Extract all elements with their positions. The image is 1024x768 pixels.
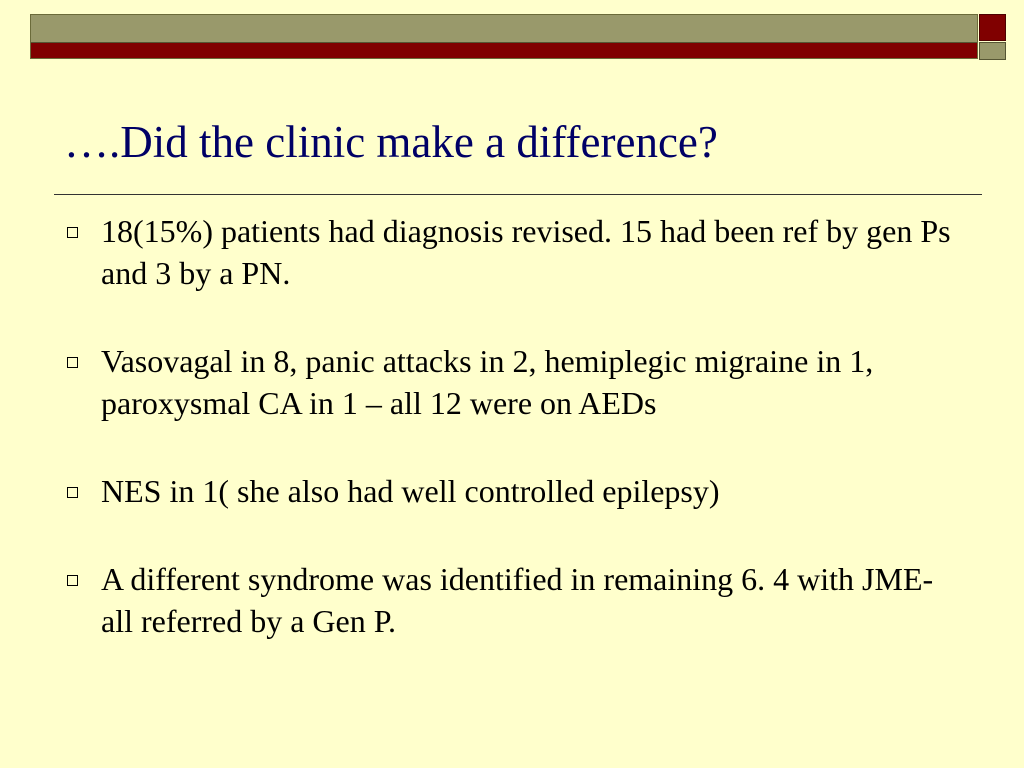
hollow-square-icon <box>67 575 78 586</box>
bullet-text: 18(15%) patients had diagnosis revised. 15 had been ref by gen Ps and 3 by a PN. <box>101 213 951 291</box>
bullet-item <box>65 210 965 294</box>
banner-red-stripe <box>31 43 977 58</box>
bullet-item <box>65 470 965 512</box>
banner-olive-stripe <box>31 15 977 43</box>
hollow-square-icon <box>67 357 78 368</box>
bullet-text: A different syndrome was identified in remaining 6. 4 with JME- all referred by a Gen P. <box>101 561 934 639</box>
bullet-item <box>65 558 965 642</box>
slide-title: ….Did the clinic make a difference? <box>64 117 718 167</box>
bullet-text: NES in 1( she also had well controlled epilepsy) <box>101 473 720 509</box>
title-divider <box>54 194 982 195</box>
bullet-list <box>65 210 965 642</box>
hollow-square-icon <box>67 487 78 498</box>
top-banner <box>30 14 978 59</box>
bullet-text: Vasovagal in 8, panic attacks in 2, hemiplegic migraine in 1, paroxysmal CA in 1 – all 12 were on AEDs <box>101 343 874 421</box>
corner-red-square <box>979 14 1006 41</box>
bullet-item <box>65 340 965 424</box>
hollow-square-icon <box>67 227 78 238</box>
corner-olive-square <box>979 42 1006 60</box>
